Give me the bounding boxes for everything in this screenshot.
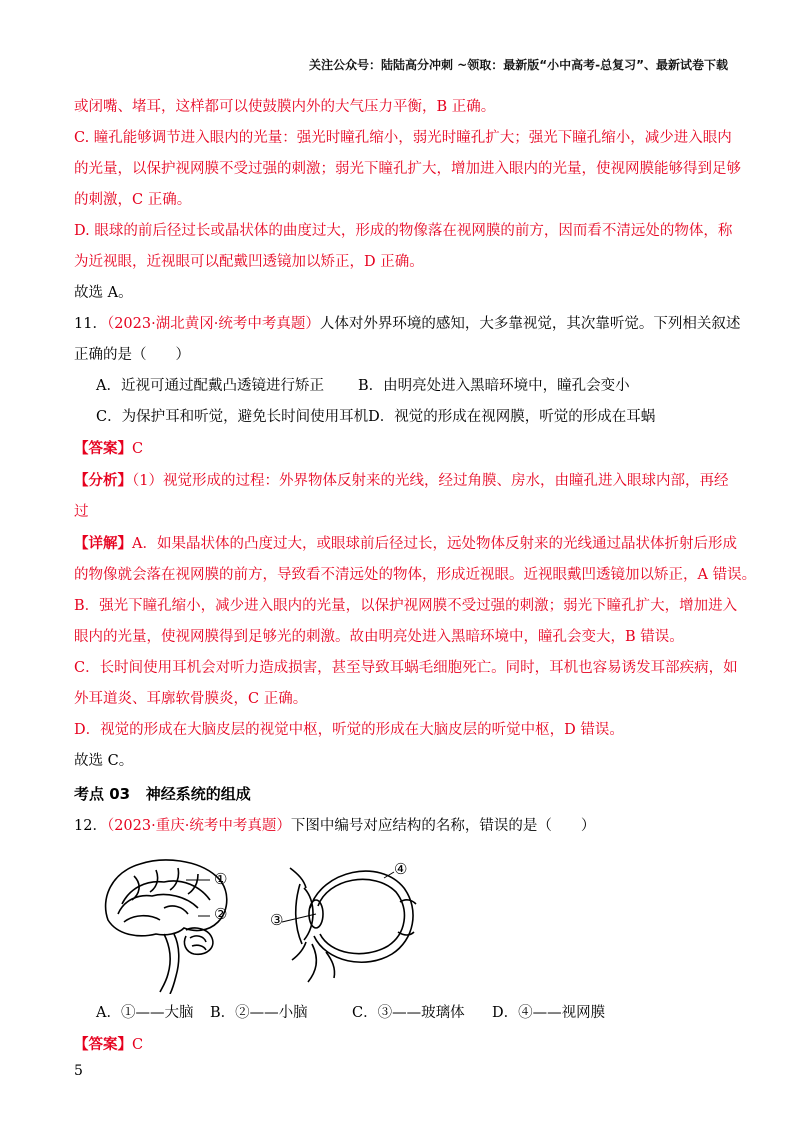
- option-c: C．③——玻璃体: [352, 1005, 465, 1021]
- page-header: 关注公众号：陆陆高分冲刺 ~领取：最新版“小中高考-总复习”、最新试卷下载: [309, 58, 728, 72]
- section-heading: [74, 777, 734, 811]
- question-11-stem-cont: 正确的是（ ）: [74, 347, 190, 363]
- label-4: ④: [394, 860, 408, 878]
- detail-line: 眼内的光量，使视网膜得到足够光的刺激。故由明亮处进入黑暗环境中，瞳孔会变大，B 错误。: [74, 629, 684, 645]
- question-number: 12．: [74, 818, 107, 834]
- option-d: D．视觉的形成在视网膜，听觉的形成在耳蜗: [368, 409, 656, 425]
- detail-line: D．视觉的形成在大脑皮层的视觉中枢，听觉的形成在大脑皮层的听觉中枢，D 错误。: [74, 722, 624, 738]
- option-a: A．近视可通过配戴凸透镜进行矫正: [96, 378, 324, 394]
- label-1: ①: [214, 870, 228, 888]
- question-stem-text: 人体对外界环境的感知，大多靠视觉，其次靠听觉。下列相关叙述: [319, 316, 741, 332]
- question-12-figure: [74, 848, 734, 994]
- question-11-analysis: [74, 465, 734, 497]
- option-d: D．④——视网膜: [492, 1005, 606, 1021]
- detail-text: A．如果晶状体的凸度过大，或眼球前后径过长，远处物体反射来的光线通过晶状体折射后形成: [132, 536, 737, 552]
- question-stem-text: 下图中编号对应结构的名称，错误的是（ ）: [290, 818, 596, 834]
- question-11-detail: [74, 528, 737, 560]
- question-11-options-row: [74, 402, 734, 433]
- question-source: （2023·重庆·统考中考真题）: [106, 818, 291, 834]
- question-source: （2023·湖北黄冈·统考中考真题）: [106, 316, 320, 332]
- question-11-options-row: [74, 371, 734, 402]
- detail-line: B．强光下瞳孔缩小，减少进入眼内的光量，以保护视网膜不受过强的刺激；弱光下瞳孔扩大，增加进入: [74, 598, 738, 614]
- detail-line: 的物像就会落在视网膜的前方，导致看不清远处的物体，形成近视眼。近视眼戴凹透镜加以矫正，A 错误。: [74, 567, 757, 583]
- label-3: ③: [270, 911, 284, 929]
- question-12-answer: [74, 1029, 734, 1061]
- section-title: 神经系统的组成: [145, 785, 251, 803]
- detail-line: C．长时间使用耳机会对听力造成损害，甚至导致耳蜗毛细胞死亡。同时，耳机也容易诱发耳部疾病，如: [74, 660, 738, 676]
- answer-value: C: [132, 1037, 144, 1053]
- page-content: [74, 92, 757, 1061]
- detail-line: 外耳道炎、耳廓软骨膜炎，C 正确。: [74, 691, 308, 707]
- label-2: ②: [214, 905, 228, 923]
- analysis-text-cont: 过: [74, 504, 89, 520]
- option-c: C．为保护耳和听觉，避免长时间使用耳机: [96, 409, 369, 425]
- eye-illustration: [290, 868, 416, 982]
- analysis-tag: 【分析】: [74, 472, 132, 489]
- option-a: A．①——大脑: [96, 1005, 194, 1021]
- analysis-text: （1）视觉形成的过程：外界物体反射来的光线，经过角膜、房水，由瞳孔进入眼球内部，再经: [132, 473, 729, 489]
- question-number: 11．: [74, 316, 107, 332]
- prev-explanation-line: D. 眼球的前后径过长或晶状体的曲度过大，形成的物像落在视网膜的前方，因而看不清远处的物体，称: [74, 223, 733, 239]
- question-11-stem: [74, 309, 741, 340]
- prev-explanation-line: 的光量，以保护视网膜不受过强的刺激；弱光下瞳孔扩大，增加进入眼内的光量，使视网膜能够得到足够: [74, 161, 741, 177]
- prev-explanation-line: C. 瞳孔能够调节进入眼内的光量：强光时瞳孔缩小，弱光时瞳孔扩大；强光下瞳孔缩小，减少进入眼内: [74, 130, 732, 146]
- option-b: B．②——小脑: [210, 1005, 308, 1021]
- prev-explanation-line: 或闭嘴、堵耳，这样都可以使鼓膜内外的大气压力平衡，B 正确。: [74, 99, 496, 115]
- question-12-options-row: [74, 998, 734, 1029]
- prev-explanation-line: 为近视眼，近视眼可以配戴凹透镜加以矫正，D 正确。: [74, 254, 424, 270]
- prev-conclusion: 故选 A。: [74, 285, 133, 301]
- question-12-stem: [74, 811, 734, 842]
- prev-explanation-line: 的刺激，C 正确。: [74, 192, 192, 208]
- page-number: 5: [74, 1063, 83, 1079]
- answer-value: C: [132, 441, 144, 457]
- answer-tag: 【答案】: [74, 1036, 132, 1053]
- answer-tag: 【答案】: [74, 440, 132, 457]
- option-b: B．由明亮处进入黑暗环境中，瞳孔会变小: [358, 378, 630, 394]
- question-11-conclusion: 故选 C。: [74, 753, 134, 769]
- question-11-answer: [74, 433, 734, 465]
- section-label: 考点 03: [74, 785, 131, 803]
- detail-tag: 【详解】: [74, 535, 132, 552]
